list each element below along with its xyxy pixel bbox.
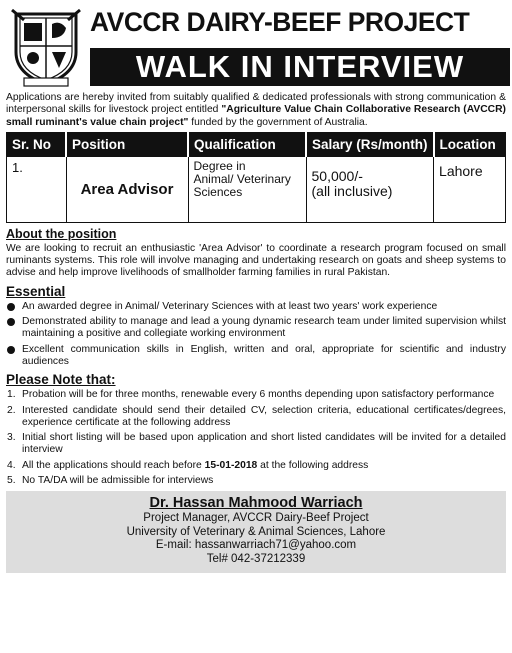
list-item [6, 316, 506, 341]
list-item [6, 301, 506, 313]
intro-paragraph [6, 92, 506, 129]
salary-amount: 50,000/- [311, 167, 363, 184]
cell-sr-no: 1. [7, 156, 67, 222]
essential-heading: Essential [6, 283, 66, 299]
about-text: We are looking to recruit an enthusiastic 'Area Advisor' to coordinate a research program focused on small ruminants systems. This role will involve managing and undertaking research on goats and sheep systems to advise and help improve livelihoods of smallholder farming families in rural Pakistan. [6, 242, 506, 279]
list-item [6, 475, 506, 487]
list-item [6, 405, 506, 430]
col-salary: Salary (Rs/month) [306, 132, 434, 156]
note-number: 2. [7, 404, 16, 416]
note-text: No TA/DA will be admissible for interviews [22, 475, 214, 487]
cell-location: Lahore [434, 156, 506, 222]
notes-heading: Please Note that: [6, 372, 116, 388]
essential-text: An awarded degree in Animal/ Veterinary Sciences with at least two years' work experience [22, 300, 438, 312]
col-location: Location [434, 132, 506, 156]
col-qualification: Qualification [188, 132, 306, 156]
bullet-icon [7, 318, 15, 326]
note-text: All the applications should reach before [22, 459, 205, 471]
contact-email: E-mail: hassanwarriach71@yahoo.com [155, 539, 357, 552]
note-text: Probation will be for three months, renewable every 6 months depending upon satisfactory performance [22, 389, 495, 401]
cell-salary [306, 156, 434, 222]
header [6, 4, 506, 92]
essential-text: Demonstrated ability to manage and lead a young dynamic research team under limited supervision whilst maintaining a positive and collegiate working environment [22, 316, 506, 340]
list-item [6, 460, 506, 472]
intro-text-1: Applications are hereby invited from suitably qualified & dedicated professionals with strong communication & interpersonal skills for livestock project entitled [6, 92, 506, 116]
contact-box [6, 491, 506, 573]
project-title: AVCCR DAIRY-BEEF PROJECT [90, 7, 470, 37]
salary-note: (all inclusive) [311, 182, 393, 199]
contact-institution: University of Veterinary & Animal Sciences, Lahore [126, 525, 386, 538]
project-name: "Agriculture Value Chain Collaborative Research (AVCCR) small ruminant's value chain project" [6, 104, 506, 128]
intro-text-2: funded by the government of Australia. [188, 116, 368, 128]
note-text: Interested candidate should send their detailed CV, selection criteria, educational certificates/degrees, experience certificate at the following address [22, 404, 506, 428]
essential-text: Excellent communication skills in English, written and oral, appropriate for scientific and industry audiences [22, 343, 506, 367]
qualification-line: Animal/ Veterinary [193, 171, 291, 186]
cell-position: Area Advisor [66, 156, 188, 222]
contact-phone: Tel# 042-37212339 [206, 552, 306, 565]
note-number: 4. [7, 459, 16, 471]
bullet-icon [7, 303, 15, 311]
list-item [6, 389, 506, 401]
note-text: Initial short listing will be based upon application and short listed candidates will be invited for a detailed interview [22, 432, 506, 456]
note-number: 1. [7, 389, 16, 401]
about-heading: About the position [6, 226, 117, 241]
cell-qualification [188, 156, 306, 222]
notes-list [6, 389, 506, 487]
bullet-icon [7, 346, 15, 354]
note-text: at the following address [257, 459, 369, 471]
contact-title: Project Manager, AVCCR Dairy-Beef Project [143, 512, 369, 525]
list-item [6, 344, 506, 369]
note-number: 3. [7, 432, 16, 444]
table-header-row [7, 132, 506, 156]
qualification-line: Degree in [193, 158, 246, 173]
deadline-date: 15-01-2018 [204, 459, 258, 471]
col-position: Position [66, 132, 188, 156]
walk-in-interview-banner: WALK IN INTERVIEW [90, 48, 510, 86]
contact-name: Dr. Hassan Mahmood Warriach [149, 495, 363, 512]
qualification-line: Sciences [193, 184, 243, 199]
list-item [6, 432, 506, 457]
positions-table [6, 132, 506, 223]
university-crest-icon [10, 8, 82, 88]
note-number: 5. [7, 475, 16, 487]
essential-list [6, 301, 506, 368]
col-sr-no: Sr. No [7, 132, 67, 156]
table-row [7, 156, 506, 222]
